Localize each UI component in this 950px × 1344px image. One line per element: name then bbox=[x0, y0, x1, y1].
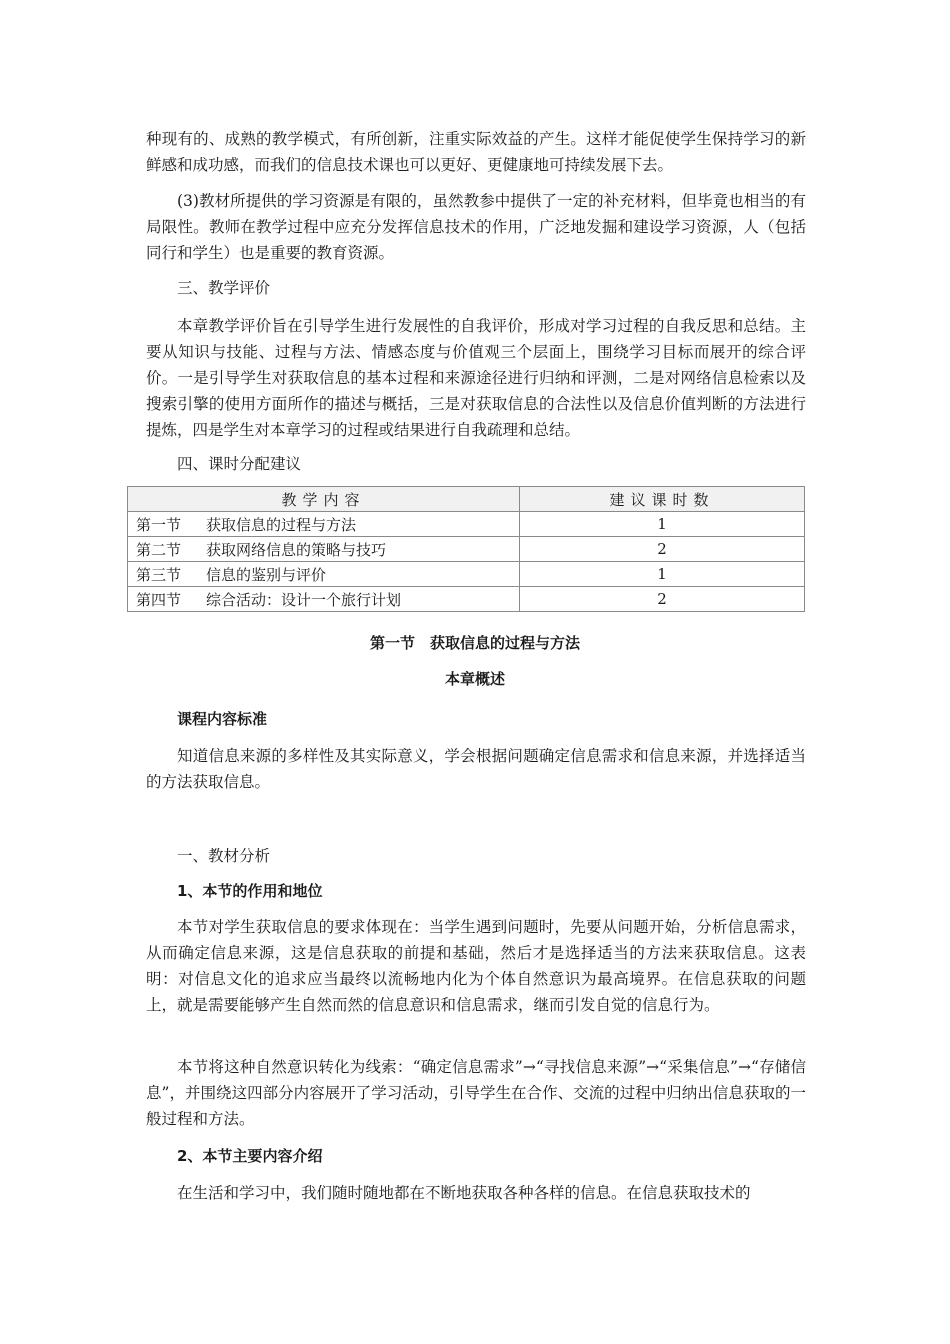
heading-main-content: 2、本节主要内容介绍 bbox=[177, 1147, 323, 1165]
paragraph-section-role: 本节对学生获取信息的要求体现在：当学生遇到问题时，先要从问题开始，分析信息需求，从而确定信息来源，这是信息获取的前提和基础，然后才是选择适当的方法来获取信息。这表明：对信息文化的追求应当最终以流畅地内化为个体自然意识为最高境界。在信息获取的问题上，就是需要能够产生自然而然的信息意识和信息需求，继而引发自觉的信息行为。 bbox=[146, 918, 806, 1014]
heading-hour-allocation: 四、课时分配建议 bbox=[177, 455, 302, 473]
table-row bbox=[128, 562, 805, 587]
curriculum-standard-text: 知道信息来源的多样性及其实际意义，学会根据问题确定信息需求和信息来源，并选择适当的方法获取信息。 bbox=[146, 747, 806, 791]
section-number: 第四节 bbox=[136, 590, 182, 609]
section-title: 获取信息的过程与方法 bbox=[206, 515, 357, 534]
row-hours: 2 bbox=[520, 537, 805, 562]
paragraph-main-content: 在生活和学习中，我们随时随地都在不断地获取各种各样的信息。在信息获取技术的 bbox=[177, 1184, 751, 1202]
header-hours: 建议课时数 bbox=[520, 487, 805, 512]
section-number: 第三节 bbox=[136, 565, 182, 584]
table-row bbox=[128, 512, 805, 537]
section-title: 综合活动：设计一个旅行计划 bbox=[206, 590, 402, 609]
row-hours: 1 bbox=[520, 562, 805, 587]
row-content bbox=[128, 587, 520, 612]
section-title: 获取网络信息的策略与技巧 bbox=[206, 540, 387, 559]
paragraph-resources: (3)教材所提供的学习资源是有限的，虽然教参中提供了一定的补充材料，但毕竟也相当的有局限性。教师在教学过程中应充分发挥信息技术的作用，广泛地发掘和建设学习资源，人（包括同行和学生）也是重要的教育资源。 bbox=[146, 192, 806, 262]
heading-teaching-evaluation: 三、教学评价 bbox=[177, 279, 271, 297]
table-row bbox=[128, 537, 805, 562]
row-hours: 1 bbox=[520, 512, 805, 537]
paragraph-teaching-mode: 种现有的、成熟的教学模式，有所创新，注重实际效益的产生。这样才能促使学生保持学习的新鲜感和成功感，而我们的信息技术课也可以更好、更健康地可持续发展下去。 bbox=[146, 130, 806, 174]
row-content bbox=[128, 537, 520, 562]
paragraph-section-clue: 本节将这种自然意识转化为线索：“确定信息需求”→“寻找信息来源”→“采集信息”→“存储信息”，并围绕这四部分内容展开了学习活动，引导学生在合作、交流的过程中归纳出信息获取的一般过程和方法。 bbox=[146, 1058, 806, 1128]
heading-section-role: 1、本节的作用和地位 bbox=[177, 882, 323, 900]
section-number: 第二节 bbox=[136, 540, 182, 559]
row-content bbox=[128, 512, 520, 537]
chapter-overview-heading: 本章概述 bbox=[444, 670, 505, 688]
table-row bbox=[128, 587, 805, 612]
row-content bbox=[128, 562, 520, 587]
section-title-heading: 第一节 获取信息的过程与方法 bbox=[369, 634, 580, 652]
section-title: 信息的鉴别与评价 bbox=[206, 565, 327, 584]
heading-material-analysis: 一、教材分析 bbox=[177, 847, 271, 865]
section-number: 第一节 bbox=[136, 515, 182, 534]
row-hours: 2 bbox=[520, 587, 805, 612]
curriculum-standard-heading: 课程内容标准 bbox=[177, 710, 268, 728]
paragraph-evaluation: 本章教学评价旨在引导学生进行发展性的自我评价，形成对学习过程的自我反思和总结。主要从知识与技能、过程与方法、情感态度与价值观三个层面上，围绕学习目标而展开的综合评价。一是引导学生对获取信息的基本过程和来源途径进行归纳和评测，二是对网络信息检索以及搜索引擎的使用方面所作的描述与概括，三是对获取信息的合法性以及信息价值判断的方法进行提炼，四是学生对本章学习的过程或结果进行自我疏理和总结。 bbox=[146, 317, 806, 439]
header-content: 教学内容 bbox=[128, 487, 520, 512]
table-header-row bbox=[128, 487, 805, 512]
hour-allocation-table bbox=[127, 486, 805, 612]
